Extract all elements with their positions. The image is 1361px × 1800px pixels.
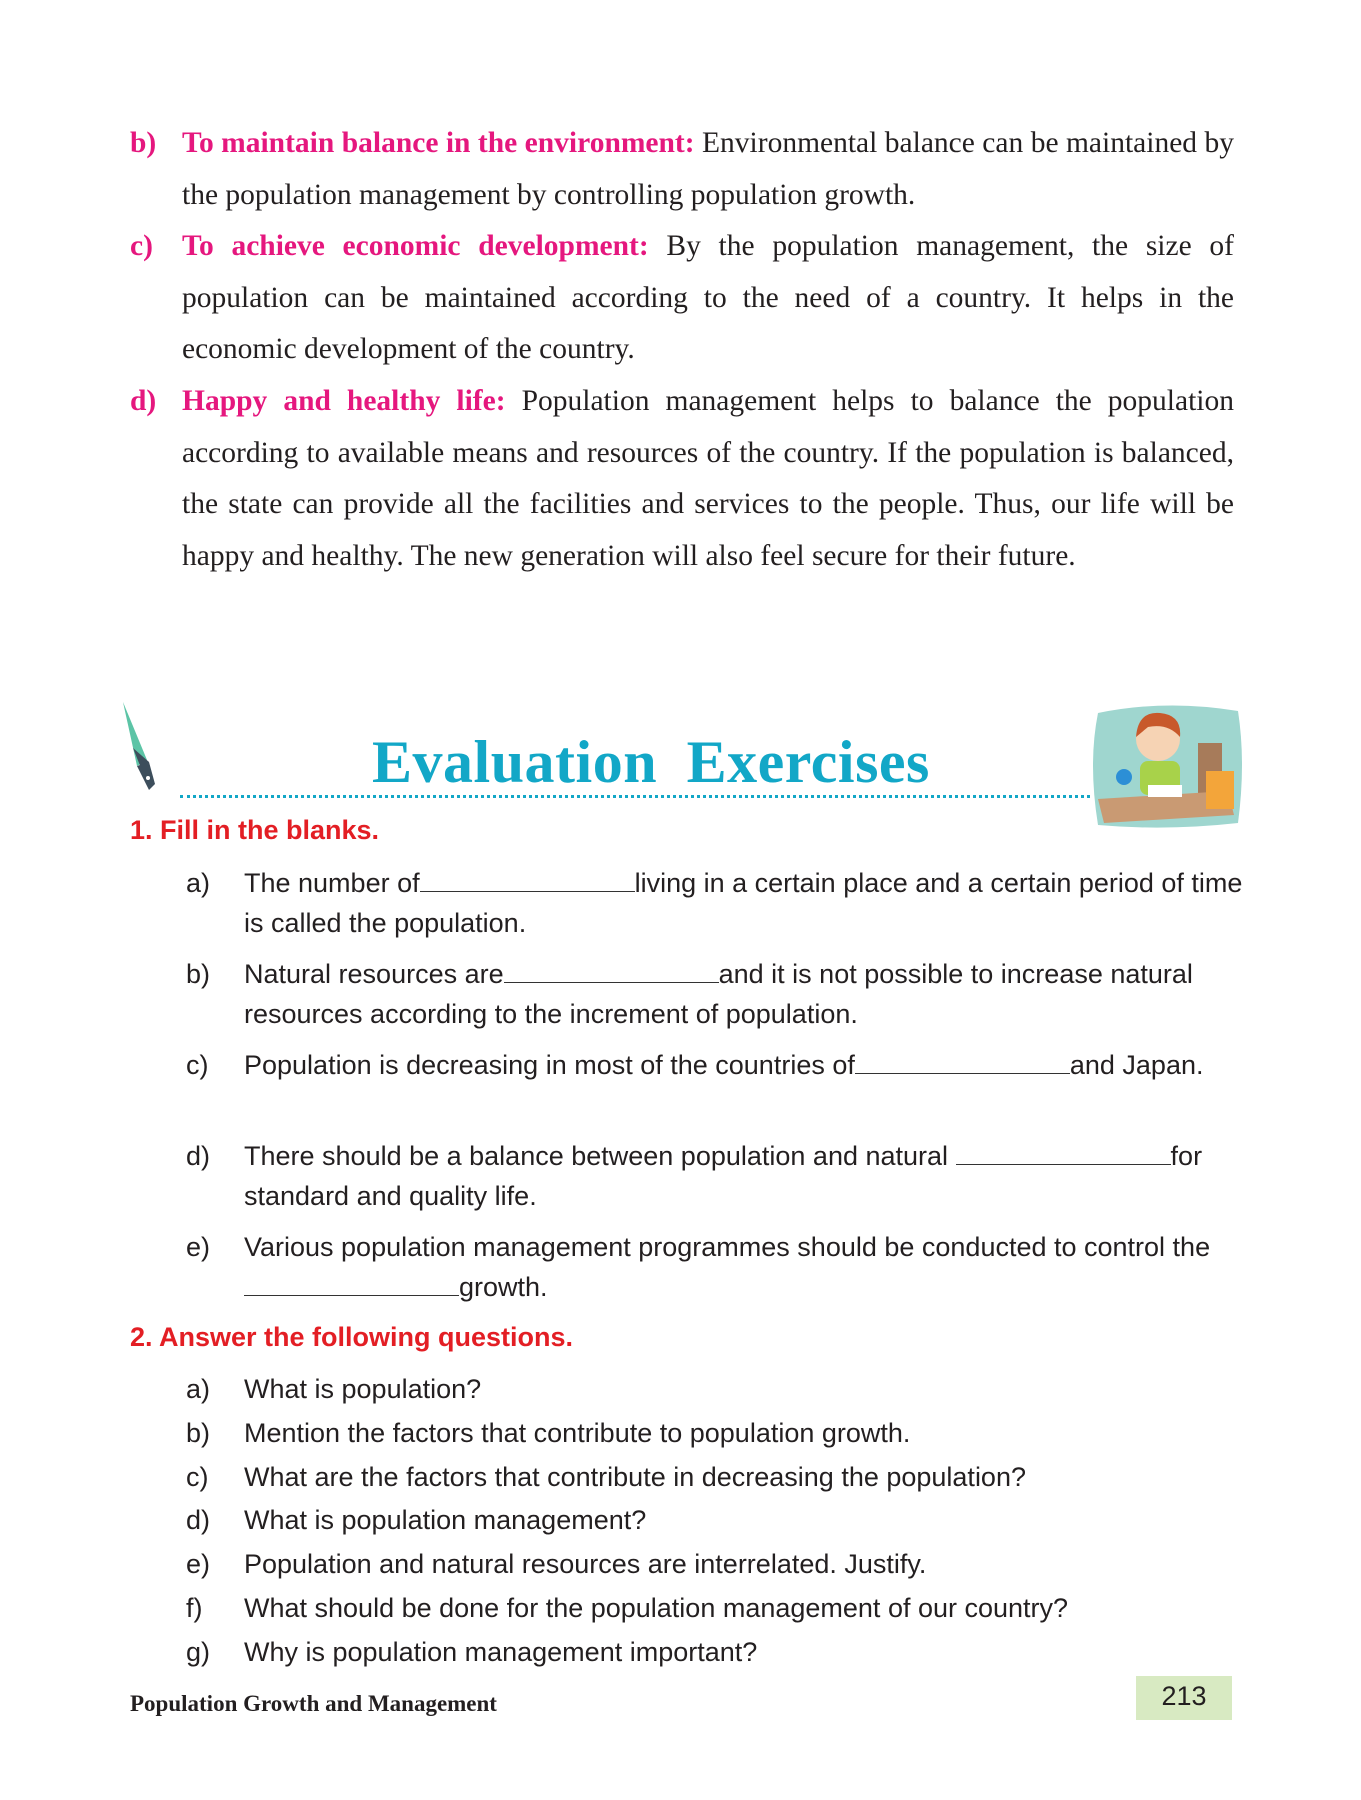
chapter-footer: Population Growth and Management — [130, 1691, 497, 1716]
item-label: c) — [186, 1050, 209, 1080]
item-text: Why is population management important? — [244, 1637, 758, 1667]
item-text: The number of — [244, 868, 420, 898]
item-label: d) — [186, 1505, 211, 1535]
item-text: living in a certain place and a certain period of time is called the population. — [244, 868, 1243, 938]
item-text: What are the factors that contribute in decreasing the population? — [244, 1462, 1026, 1492]
question-a — [186, 1369, 481, 1409]
item-text: By the population management, the size of population can be maintained according to the need of a country. It helps in the economic development of the country. — [182, 230, 1234, 365]
fill-item-a — [186, 863, 1246, 943]
question-e — [186, 1544, 926, 1584]
item-text: Environmental balance can be maintained by the population management by controlling population growth. — [182, 127, 1235, 211]
item-text: and Japan. — [1069, 1050, 1204, 1080]
item-text: Natural resources are — [244, 959, 504, 989]
item-label: b) — [186, 1418, 211, 1448]
question-d — [186, 1500, 646, 1540]
item-label: c) — [130, 230, 153, 262]
item-label: f) — [186, 1593, 203, 1623]
item-text: There should be a balance between population and natural — [244, 1141, 956, 1171]
item-text: for standard and quality life. — [244, 1141, 1203, 1211]
fill-item-b — [186, 954, 1246, 1034]
paragraph-d — [130, 376, 1234, 582]
fill-blanks-heading: 1. Fill in the blanks. — [130, 815, 380, 845]
item-text: growth. — [459, 1272, 548, 1302]
blank-line[interactable] — [956, 1141, 1171, 1165]
item-label: a) — [186, 1374, 211, 1404]
fill-item-c — [186, 1045, 1246, 1085]
student-illustration — [1088, 703, 1244, 839]
fill-item-d — [186, 1136, 1246, 1216]
item-heading: Happy and healthy life: — [182, 385, 506, 417]
item-label: a) — [186, 868, 211, 898]
item-text: Population and natural resources are interrelated. Justify. — [244, 1549, 927, 1579]
blank-line[interactable] — [420, 868, 635, 892]
page-number: 213 — [1136, 1676, 1232, 1720]
paragraph-b — [130, 118, 1234, 221]
item-text: Population management helps to balance the population according to available means and resources of the country. If the population is balanced, the state can provide all the facilities and services to the people. Thus, our life will be happy and healthy. The new generation will also feel secure for their future. — [182, 385, 1234, 572]
item-text: What is population management? — [244, 1505, 647, 1535]
question-f — [186, 1588, 1068, 1628]
blank-line[interactable] — [244, 1272, 459, 1296]
fill-item-e — [186, 1227, 1246, 1307]
item-label: d) — [186, 1141, 211, 1171]
section-title: Evaluation Exercises — [372, 729, 930, 795]
item-label: d) — [130, 385, 157, 417]
item-text: What should be done for the population management of our country? — [244, 1593, 1069, 1623]
item-text: What is population? — [244, 1374, 482, 1404]
dotted-divider — [180, 795, 1090, 798]
question-g — [186, 1632, 757, 1672]
item-label: c) — [186, 1462, 209, 1492]
item-text: Mention the factors that contribute to population growth. — [244, 1418, 911, 1448]
blank-line[interactable] — [855, 1050, 1070, 1074]
item-heading: To achieve economic development: — [182, 230, 649, 262]
item-label: b) — [186, 959, 211, 989]
item-label: e) — [186, 1232, 211, 1262]
question-b — [186, 1413, 910, 1453]
item-text: and it is not possible to increase natural resources according to the increment of population. — [244, 959, 1193, 1029]
item-label: b) — [130, 127, 157, 159]
paragraph-c — [130, 221, 1234, 376]
item-label: e) — [186, 1549, 211, 1579]
item-heading: To maintain balance in the environment: — [182, 127, 695, 159]
pen-icon — [115, 700, 185, 805]
item-label: g) — [186, 1637, 211, 1667]
item-text: Population is decreasing in most of the countries of — [244, 1050, 855, 1080]
item-text: Various population management programmes should be conducted to control the — [244, 1232, 1211, 1262]
blank-line[interactable] — [504, 959, 719, 983]
questions-heading: 2. Answer the following questions. — [130, 1322, 574, 1352]
question-c — [186, 1457, 1026, 1497]
